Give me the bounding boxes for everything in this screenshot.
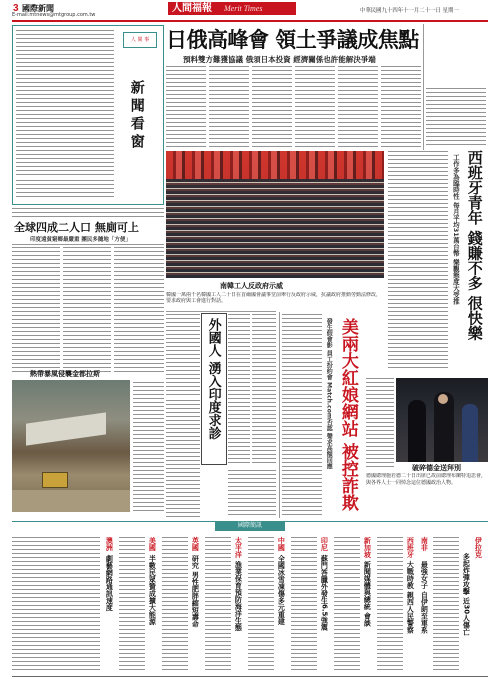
spain-subhead: 工作多為臨時性 每月平均31萬台幣 樂觀態度大受推 [451, 154, 460, 305]
column-body-text [16, 30, 114, 175]
usa-headline: 美兩大紅娘網站 被控詐欺 [337, 318, 358, 511]
right-column-divider [423, 24, 424, 150]
funeral-caption-text: 德國總理施若德二十日出席已故前總理布蘭特追思會，與各界人士一同悼念這位德國政治人物。 [366, 473, 487, 486]
briefs-area [12, 533, 488, 673]
funeral-face [438, 394, 448, 404]
brief-body [377, 537, 403, 671]
flood-photo [12, 380, 130, 512]
brief-title: 大戰時教 親西人民警察 [406, 561, 415, 634]
spain-body-a [388, 151, 448, 371]
brief-title: 新聞媒體與總統 會談 [363, 561, 372, 627]
india-body-d [252, 314, 276, 466]
korea-caption-text: 韓國一萬兩千名韓國工人二十日在首爾國會議事堂前舉行反政府示威，抗議政府推動勞動法修改，要求政府與工會進行對話。 [166, 292, 382, 304]
column-emblem [123, 32, 157, 48]
brand-logo: 人間福報 [172, 3, 212, 14]
email-link[interactable]: E-mail:mtnews@mtgroup.com.tw [12, 12, 96, 18]
right-top-article [426, 88, 486, 146]
lead-body-c [252, 66, 292, 148]
brief-kicker: 澳洲 [105, 537, 114, 551]
brief-kicker: 伊拉克 [474, 537, 483, 558]
funeral-figure-a [408, 400, 426, 462]
brief-body [119, 537, 145, 671]
usa-subhead: 發生假會影 員工扮約會 Match.com否認 聲求高額回應 [325, 318, 333, 470]
brief-kicker: 英國 [191, 537, 200, 551]
brief-body [334, 537, 360, 671]
india-body-top [166, 314, 200, 396]
section-label: 國際新聞 [22, 4, 54, 13]
brand-english: Merit Times [224, 4, 263, 13]
briefs-banner-label: 國際簡訊 [237, 522, 262, 529]
population-body-b [63, 247, 111, 375]
brief-kicker: 太平洋 [234, 537, 243, 558]
issue-date: 中華民國九十四年十一月二十一日 星期一 [360, 8, 459, 14]
usa-body-a [282, 314, 322, 518]
funeral-photo [396, 378, 488, 462]
briefs-banner [215, 521, 285, 531]
brief-body [162, 537, 188, 671]
spain-headline: 西班牙青年 錢賺不多 很快樂 [465, 150, 484, 341]
brief-title: 劇藝網路通訊速度 [105, 555, 114, 611]
brief-title: 最強女子 自伊朗至軍系 [420, 561, 429, 634]
flood-bridge [26, 412, 106, 445]
brief-body [291, 537, 317, 671]
brief-kicker: 南非 [420, 537, 429, 551]
funeral-guard [462, 404, 478, 462]
india-rule [166, 311, 276, 312]
funeral-side-text [366, 378, 394, 470]
lead-body-a [166, 66, 206, 148]
brief-body [248, 537, 274, 671]
brief-body [433, 537, 459, 671]
column-footnote [16, 180, 114, 200]
protest-crowd [166, 179, 384, 278]
india-body-a [228, 314, 250, 466]
flood-water [12, 490, 130, 512]
brief-kicker: 中國 [277, 537, 286, 551]
funeral-caption-title: 破碎德金送拜別 [412, 464, 461, 472]
brief-body [12, 537, 100, 671]
protest-flags [166, 151, 384, 179]
column-box [12, 25, 164, 205]
lead-body-b [209, 66, 249, 148]
brief-kicker: 新加坡 [363, 537, 372, 558]
flood-caption: 熱帶暴風侵襲金都拉斯 [30, 370, 100, 378]
column-tag: 人 間 事 [130, 37, 150, 43]
brief-kicker: 西班牙 [406, 537, 415, 558]
header-rule [12, 20, 488, 22]
brief-kicker: 印尼 [320, 537, 329, 551]
population-body-a [12, 247, 60, 375]
india-headline: 外國人 湧入印度求診 [205, 318, 221, 440]
india-body-c [228, 470, 276, 518]
lead-body-f [381, 66, 421, 148]
lead-headline: 日俄高峰會 領土爭議成焦點 [166, 27, 419, 52]
brief-title: 半數民眾贊成擴大能源 [148, 555, 157, 625]
lead-body-e [338, 66, 378, 148]
india-body-b [166, 400, 200, 518]
brief-title: 漁業保育預防海洋生態 [234, 561, 243, 631]
population-rule [12, 244, 164, 245]
korea-protest-photo [166, 151, 384, 278]
flood-truck [42, 472, 68, 488]
lead-subhead: 預料雙方難獲協議 俄須日本投資 經濟關係也許能解決爭端 [183, 55, 376, 64]
brief-title: 研究 男性肥胖縮短壽命 [191, 555, 200, 628]
india-headline-box [201, 313, 227, 465]
left-article-text [12, 208, 164, 217]
brief-title: 多起炸彈攻擊 近30人傷亡 [462, 553, 471, 636]
korea-caption-title: 南韓工人反政府示威 [220, 282, 283, 290]
page-number: 3 [13, 3, 19, 14]
population-headline: 全球四成二人口 無廁可上 [14, 221, 139, 234]
brief-body [205, 537, 231, 671]
population-subhead: 印度遠貧窮鄉最嚴重 團民多隨地「方便」 [30, 237, 131, 243]
brief-title: 全國冰雪凍傷多元重建 [277, 555, 286, 625]
footer-rule [12, 676, 488, 677]
masthead [0, 0, 500, 22]
column-title: 新聞看窗 [128, 80, 145, 152]
flood-article-text [133, 382, 164, 512]
brief-kicker: 美國 [148, 537, 157, 551]
brief-title: 蘇門答臘外發生6.5強震 [320, 555, 329, 631]
lead-body-d [295, 66, 335, 148]
usa-divider [279, 312, 280, 518]
population-body-c [114, 247, 164, 375]
